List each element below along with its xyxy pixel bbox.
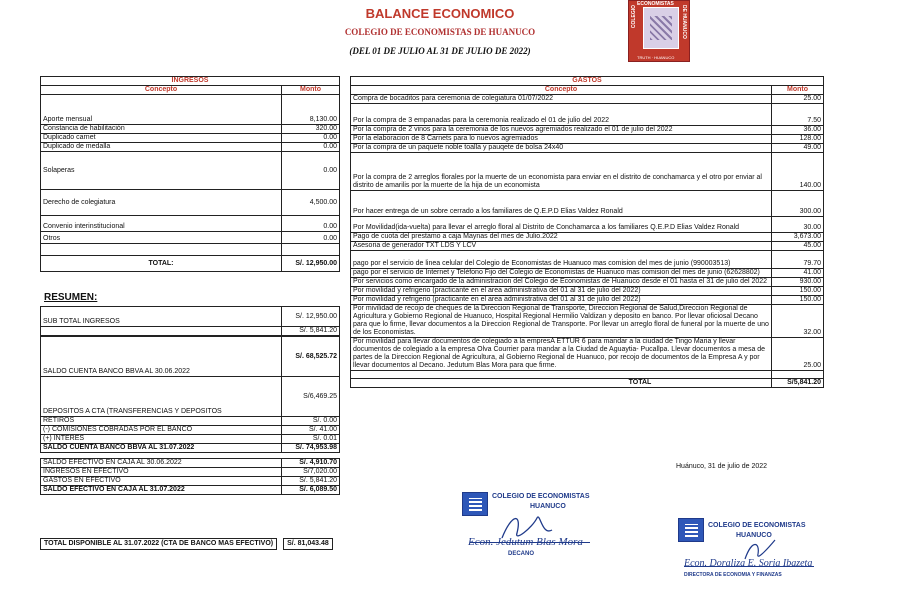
- institution-name: COLEGIO DE ECONOMISTAS DE HUANUCO: [344, 27, 536, 37]
- resumen-concept: DEPOSITOS A CTA (TRANSFERENCIAS Y DEPOSITOS: [41, 377, 282, 417]
- table-row: [41, 435, 340, 444]
- gasto-concept: Por hacer entrega de un sobre cerrado a los familiares de Q.E.P.D Elias Valdez Ronald: [351, 191, 772, 217]
- cash-concept: SALDO EFECTIVO EN CAJA AL 31.07.2022: [41, 486, 282, 495]
- institution-logo: [628, 0, 690, 62]
- resumen-table: [40, 306, 340, 495]
- table-row: [41, 134, 340, 143]
- total-disponible-amount: S/. 81,043.48: [284, 539, 333, 550]
- resumen-concept: (+) INTERES: [41, 435, 282, 444]
- gasto-amount: 930.00: [772, 278, 824, 287]
- logo-emblem-icon: [643, 7, 679, 49]
- resumen-amount: S/. 41.00: [282, 426, 340, 435]
- logo-text-left: COLEGIO: [631, 5, 637, 29]
- resumen-concept: SALDO CUENTA BANCO BBVA AL 30.06.2022: [41, 337, 282, 377]
- table-row: [351, 104, 824, 126]
- gasto-amount: 79.70: [772, 251, 824, 269]
- table-row: [351, 305, 824, 338]
- gastos-total-amount: S/5,841.20: [772, 379, 824, 388]
- ingreso-amount: 0.00: [282, 152, 340, 190]
- stamp-subtext: HUANUCO: [530, 503, 566, 510]
- table-row: [351, 191, 824, 217]
- stamp-emblem-icon: [678, 518, 704, 542]
- resumen-concept: SALDO CUENTA BANCO BBVA AL 31.07.2022: [41, 444, 282, 453]
- table-row: [41, 486, 340, 495]
- gasto-amount: 32.00: [772, 305, 824, 338]
- cash-concept: GASTOS EN EFECTIVO: [41, 477, 282, 486]
- date-place: Huánuco, 31 de julio de 2022: [676, 463, 768, 470]
- table-row: [41, 377, 340, 417]
- table-row: [41, 125, 340, 134]
- gasto-concept: Por mivilidad de recojo de cheques de la Direccion Regional de Transporte, Direccion Regional de Salud,Direccion Regional de Agricultura y Gobierno Regional de Huanuco, Hospital Regional Hermilio Valdizan y deposito en banco. Por llevar oficiosal Decano para que lo firme, llevar documentos a la Direccion Regional de Transporte. Por llevar un arreglo floral de funeral por la muerte de uno de los Economistas.: [351, 305, 772, 338]
- cash-amount: S/7,020.00: [282, 468, 340, 477]
- gasto-amount: 41.00: [772, 269, 824, 278]
- gastos-total-label: TOTAL: [351, 379, 772, 388]
- ingreso-concept: Derecho de colegiatura: [41, 190, 282, 216]
- gastos-header: GASTOS: [351, 77, 824, 86]
- gasto-amount: 3,673.00: [772, 233, 824, 242]
- table-row: [41, 477, 340, 486]
- table-row: [41, 152, 340, 190]
- gasto-concept: Por la elaboracion de 8 Carnets para lo nuevos agremiados: [351, 135, 772, 144]
- gasto-amount: 128.00: [772, 135, 824, 144]
- ingreso-amount: 320.00: [282, 125, 340, 134]
- stamp-emblem-icon: [462, 492, 488, 516]
- gasto-concept: Por movilidad y refrigerio (practicante en el area administrativa del 01 al 31 de julio del 2022): [351, 296, 772, 305]
- logo-text-bottom: TRUTH · HUANUCO: [637, 55, 675, 60]
- table-row: [351, 242, 824, 251]
- gasto-concept: Compra de bocaditos para ceremonia de colegiatura 01/07/2022: [351, 95, 772, 104]
- resumen-amount: S/. 12,950.00: [282, 307, 340, 327]
- ingresos-amount-header: Monto: [282, 86, 340, 95]
- ingresos-total-row: [41, 256, 340, 272]
- gastos-total-row: [351, 379, 824, 388]
- ingresos-total-label: TOTAL:: [41, 256, 282, 272]
- cash-concept: INGRESOS EN EFECTIVO: [41, 468, 282, 477]
- resumen-concept: [41, 327, 282, 336]
- resumen-amount: S/. 0.01: [282, 435, 340, 444]
- ingresos-concept-header: Concepto: [41, 86, 282, 95]
- table-row: [41, 337, 340, 377]
- cash-amount: S/. 6,089.50: [282, 486, 340, 495]
- resumen-title: RESUMEN:: [44, 292, 98, 303]
- table-row: [41, 216, 340, 232]
- table-row: [41, 459, 340, 468]
- gasto-concept: Por Movilidad(ida-vuelta) para llevar el arreglo floral al Distrito de Conchamarca a los familiares Q.E.P.D Elias Valdez Ronald: [351, 217, 772, 233]
- table-row: [351, 95, 824, 104]
- table-row: [41, 426, 340, 435]
- ingresos-total-amount: S/. 12,950.00: [282, 256, 340, 272]
- gasto-concept: Por la compra de 2 vinos para la ceremonia de los nuevos agremiados realizado el 01 de julio del 2022: [351, 126, 772, 135]
- stamp-text: COLEGIO DE ECONOMISTAS: [492, 493, 590, 500]
- gasto-amount: 25.00: [772, 95, 824, 104]
- ingreso-concept: Otros: [41, 232, 282, 244]
- gasto-concept: Pago de cuota del prestamo a caja Maynas del mes de Julio.2022: [351, 233, 772, 242]
- table-row: [41, 468, 340, 477]
- ingreso-concept: Duplicado carnet: [41, 134, 282, 143]
- gasto-amount: 140.00: [772, 153, 824, 191]
- gasto-amount: 30.00: [772, 217, 824, 233]
- table-row: [351, 269, 824, 278]
- cash-amount: S/. 4,910.70: [282, 459, 340, 468]
- table-row: [41, 143, 340, 152]
- gastos-table: [350, 76, 824, 388]
- ingreso-amount: 0.00: [282, 134, 340, 143]
- table-row: [351, 217, 824, 233]
- gasto-amount: 300.00: [772, 191, 824, 217]
- signer-name: Econ. Doraliza E. Soria Ibazeta: [684, 558, 813, 569]
- ingresos-header: INGRESOS: [41, 77, 340, 86]
- ingresos-table: [40, 76, 340, 272]
- cash-amount: S/. 5,841.20: [282, 477, 340, 486]
- ingreso-amount: 0.00: [282, 143, 340, 152]
- table-row: [41, 327, 340, 336]
- gasto-amount: 150.00: [772, 287, 824, 296]
- table-row: [351, 338, 824, 371]
- gasto-concept: pago por el servicio de linea celular del Colegio de Economistas de Huanuco mas comision del mes de junio (990003513): [351, 251, 772, 269]
- table-row: [41, 307, 340, 327]
- table-row: [351, 278, 824, 287]
- gasto-amount: 49.00: [772, 144, 824, 153]
- gasto-concept: Por la compra de 3 empanadas para la ceremonia realizado el 01 de julio del 2022: [351, 104, 772, 126]
- signer-role: DECANO: [508, 551, 535, 557]
- ingreso-amount: 8,130.00: [282, 95, 340, 125]
- resumen-concept: (-) COMISIONES COBRADAS POR EL BANCO: [41, 426, 282, 435]
- table-row: [351, 296, 824, 305]
- total-disponible-label: TOTAL DISPONIBLE AL 31.07.2022 (CTA DE BANCO MAS EFECTIVO): [41, 539, 277, 550]
- table-row: [41, 232, 340, 244]
- document-title: BALANCE ECONOMICO: [365, 6, 515, 21]
- gasto-amount: 45.00: [772, 242, 824, 251]
- logo-text-top: ECONOMISTAS: [637, 1, 674, 7]
- table-row: [351, 126, 824, 135]
- gasto-concept: Asesoria de generador TXT LDS Y LCV: [351, 242, 772, 251]
- resumen-amount: S/. 74,953.98: [282, 444, 340, 453]
- table-row: [41, 95, 340, 125]
- gasto-amount: 36.00: [772, 126, 824, 135]
- table-row: [351, 287, 824, 296]
- ingreso-concept: Solaperas: [41, 152, 282, 190]
- ingreso-amount: 0.00: [282, 232, 340, 244]
- ingreso-amount: 4,500.00: [282, 190, 340, 216]
- resumen-amount: S/. 5,841.20: [282, 327, 340, 336]
- ingreso-concept: Aporte mensual: [41, 95, 282, 125]
- gasto-concept: pago por el servicio de Internet y Teléfono Fijo del Colegio de Economistas de Huanuco mas comision del mes de junio (62628802): [351, 269, 772, 278]
- gasto-concept: Por servicios como encargado de la administracion del Colegio de Economistas de Huanuco desde el 01 hasta el 31 de julio del 2022: [351, 278, 772, 287]
- table-row: [351, 135, 824, 144]
- gasto-concept: Por movilidad y refrigerio (practicante en el area administrativa del 01 al 31 de julio del 2022): [351, 287, 772, 296]
- gasto-concept: Por movilidad para llevar documentos de colegiado a la empresA ETTUR 6 para mandar a la ciudad de Tingo Maria y llevar documentos de colegiado a la empresa Olva Courrier para mandar a la Ciudad de Aguaytia- Pucallpa. Llevar documentos a mesa de partes de la Direccion Regional de Agricultura, al Gobierno Regional de Huanuco, por recojo de documentos de la Empresa A y por llevar documentos al Decano. Jedutum Blas Mora para que firme.: [351, 338, 772, 371]
- total-disponible-table: [40, 538, 333, 550]
- gasto-concept: Por la compra de un paquete noble toalla y pauqete de bolsa 24x40: [351, 144, 772, 153]
- ingreso-concept: Convenio interinstitucional: [41, 216, 282, 232]
- resumen-amount: S/6,469.25: [282, 377, 340, 417]
- gastos-concept-header: Concepto: [351, 86, 772, 95]
- gasto-amount: 25.00: [772, 338, 824, 371]
- signer-name: Econ. Jedutum Blas Mora: [468, 536, 583, 548]
- cash-concept: SALDO EFECTIVO EN CAJA AL 30.06.2022: [41, 459, 282, 468]
- table-row: [351, 144, 824, 153]
- report-period: (DEL 01 DE JULIO AL 31 DE JULIO DE 2022): [349, 46, 531, 56]
- table-row: [351, 251, 824, 269]
- gasto-amount: 150.00: [772, 296, 824, 305]
- table-row: [41, 444, 340, 453]
- logo-text-right: DE HUANUCO: [681, 5, 687, 39]
- table-row: [351, 153, 824, 191]
- ingreso-concept: Duplicado de medalla: [41, 143, 282, 152]
- gastos-amount-header: Monto: [772, 86, 824, 95]
- gasto-amount: 7.50: [772, 104, 824, 126]
- signer-role: DIRECTORA DE ECONOMIA Y FINANZAS: [684, 572, 782, 578]
- resumen-amount: S/. 68,525.72: [282, 337, 340, 377]
- resumen-amount: S/. 0.00: [282, 417, 340, 426]
- table-row: [351, 233, 824, 242]
- ingreso-amount: 0.00: [282, 216, 340, 232]
- table-row: [41, 417, 340, 426]
- gasto-concept: Por la compra de 2 arreglos florales por la muerte de un economista para enviar en el distrito de conchamarca y el otro por enviar al distrito de amarilis por la muerte de la hija de un economista: [351, 153, 772, 191]
- ingreso-concept: Constancia de habilitación: [41, 125, 282, 134]
- resumen-concept: SUB TOTAL INGRESOS: [41, 307, 282, 327]
- table-row: [41, 190, 340, 216]
- stamp-subtext: HUANUCO: [736, 532, 772, 539]
- stamp-text: COLEGIO DE ECONOMISTAS: [708, 522, 806, 529]
- resumen-concept: RETIROS: [41, 417, 282, 426]
